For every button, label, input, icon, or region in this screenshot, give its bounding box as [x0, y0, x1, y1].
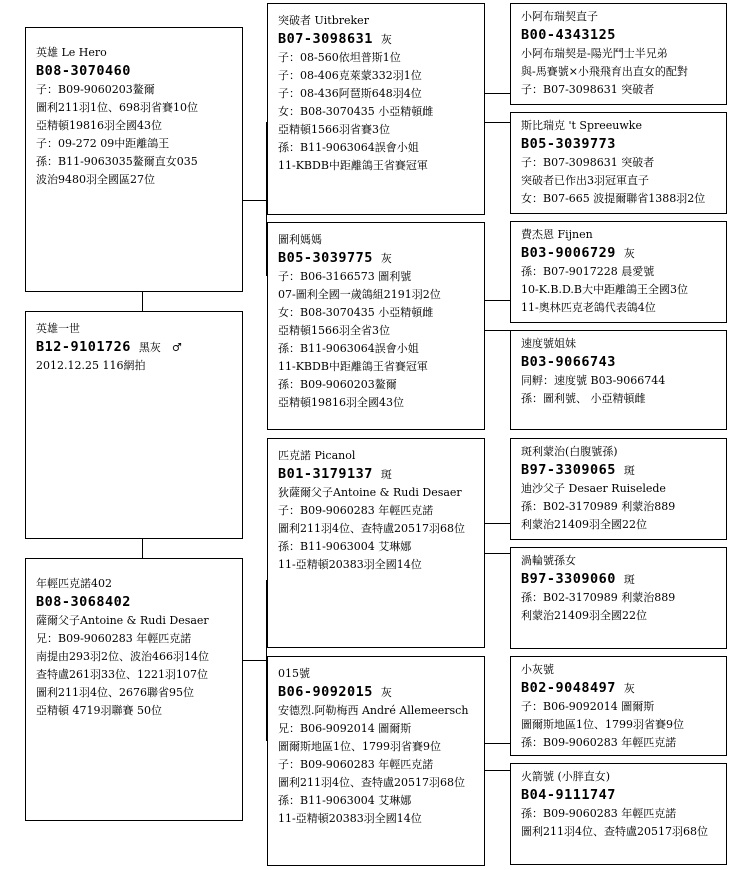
ring-number: B06-9092015 [278, 684, 373, 700]
ring-number-row [521, 461, 726, 480]
pigeon-name: 小阿布瑞契直子 [521, 10, 598, 23]
pedigree-info-line: 孫：B02-3170989 利蒙治889 [521, 591, 676, 604]
pigeon-color: 灰 [623, 247, 635, 260]
pedigree-info-line: 查特盧261羽33位、1221羽107位 [36, 668, 208, 681]
pedigree-box-sds [510, 221, 727, 323]
pedigree-box-sire [25, 27, 243, 292]
pedigree-info-line: 狄薩爾父子Antoine & Rudi Desaer [278, 486, 462, 499]
ring-number: B05-3039773 [521, 136, 616, 152]
pedigree-info-line: 女：B08-3070435 小亞精頓雌 [278, 306, 434, 319]
pedigree-info-line: 與-馬賽號×小飛飛育出直女的配對 [521, 65, 688, 78]
pedigree-info-line: 11-KBDB中距離鴿王省賽冠軍 [278, 360, 428, 373]
pigeon-name: 速度號姐妹 [521, 337, 576, 350]
ring-number-row [278, 30, 484, 49]
pigeon-name: 小灰號 [521, 663, 554, 676]
pedigree-info-line: 07-圖利全國一歲鴿組2191羽2位 [278, 288, 441, 301]
pedigree-info-line: 11-亞精頓20383羽全國14位 [278, 812, 422, 825]
pedigree-info-line: 孫：B11-9063004 艾琳娜 [278, 540, 412, 553]
ring-number-row [521, 244, 726, 263]
pedigree-info-line: 子：B06-3166573 圖利號 [278, 270, 412, 283]
pedigree-info-line: 11-KBDB中距離鴿王省賽冠軍 [278, 159, 428, 172]
pedigree-info-line: 亞精頓 4719羽聯賽 50位 [36, 704, 162, 717]
pedigree-box-dss [510, 438, 727, 540]
pedigree-info-line: 孫：B11-9063004 艾琳娜 [278, 794, 412, 807]
pigeon-color: 灰 [623, 682, 635, 695]
pedigree-box-dam-sire [267, 438, 485, 648]
pedigree-info-line: 子：B06-9092014 圖爾斯 [521, 700, 655, 713]
pedigree-info-line: 兄：B09-9060283 年輕匹克諾 [36, 632, 192, 645]
connector [242, 200, 267, 201]
connector [484, 300, 510, 301]
connector [484, 523, 510, 524]
pedigree-info-line: 南提由293羽2位、波治466羽14位 [36, 650, 209, 663]
pedigree-info-line: 圖爾斯地區1位、1799羽省賽9位 [521, 718, 684, 731]
connector [484, 553, 510, 554]
pedigree-info-line: 10-K.B.D.B大中距離鴿王全國3位 [521, 283, 689, 296]
pedigree-info-line: 孫：圖利號、 小亞精頓雌 [521, 392, 646, 405]
pedigree-info-line: 子：09-272 09中距離鴿王 [36, 137, 170, 150]
ring-number: B00-4343125 [521, 27, 616, 43]
pedigree-info-line: 利蒙治21409羽全國22位 [521, 609, 647, 622]
pedigree-info-line: 兄：B06-9092014 圖爾斯 [278, 722, 412, 735]
ring-number: B03-9006729 [521, 245, 616, 261]
ring-number: B07-3098631 [278, 31, 373, 47]
connector [242, 660, 267, 661]
pigeon-name: 圖利媽媽 [278, 233, 322, 246]
pedigree-info-line: 圖利211羽4位、查特盧20517羽68位 [278, 776, 465, 789]
ring-number-row [521, 786, 726, 805]
pigeon-name: 渦輪號孫女 [521, 554, 576, 567]
pedigree-box-dam-dam [267, 656, 485, 866]
pigeon-color: 斑 [623, 573, 635, 586]
pigeon-name: 突破者 Uitbreker [278, 14, 369, 27]
ring-number-row [278, 683, 484, 702]
pedigree-info-line: 圖利211羽4位、查特盧20517羽68位 [278, 522, 465, 535]
pedigree-info-line: 圖爾斯地區1位、1799羽省賽9位 [278, 740, 441, 753]
pedigree-info-line: 孫：B11-9063035鳌爾直女035 [36, 155, 198, 168]
pedigree-info-line: 圖利211羽4位、查特盧20517羽68位 [521, 825, 708, 838]
pedigree-info-line: 子：B07-3098631 突破者 [521, 156, 655, 169]
pedigree-info-line: 利蒙治21409羽全國22位 [521, 518, 647, 531]
pedigree-info-line: 小阿布瑞契是-陽光鬥士半兄弟 [521, 47, 668, 60]
ring-number-row [521, 679, 726, 698]
ring-number-row [521, 353, 726, 372]
pigeon-color: 斑 [623, 464, 635, 477]
pedigree-info-line: 圖利211羽1位、698羽省賽10位 [36, 101, 198, 114]
pedigree-info-line: 亞精頓1566羽全省3位 [278, 324, 390, 337]
connector [484, 770, 510, 771]
pigeon-color: 斑 [380, 468, 392, 481]
pedigree-info-line: 子：08-560依坦普斯1位 [278, 51, 401, 64]
pedigree-box-dsd [510, 547, 727, 649]
pedigree-info-line: 2012.12.25 116網拍 [36, 359, 146, 372]
pedigree-info-line: 亞精頓19816羽全國43位 [278, 396, 404, 409]
ring-number-row [36, 593, 242, 612]
pigeon-name: 斑利蒙治(白腹號孫) [521, 445, 618, 458]
pedigree-info-line: 孫：B07-9017228 晨愛號 [521, 265, 655, 278]
pedigree-box-ssd [510, 112, 727, 214]
connector [484, 93, 510, 94]
pigeon-name: 英雄一世 [36, 322, 80, 335]
pedigree-info-line: 圖利211羽4位、2676聯省95位 [36, 686, 194, 699]
pedigree-info-line: 11-亞精頓20383羽全國14位 [278, 558, 422, 571]
ring-number: B97-3309065 [521, 462, 616, 478]
pedigree-info-line: 孫：B02-3170989 利蒙治889 [521, 500, 676, 513]
pigeon-name: 英雄 Le Hero [36, 46, 107, 59]
pedigree-info-line: 同孵：速度號 B03-9066744 [521, 374, 666, 387]
pedigree-box-dam [25, 558, 243, 821]
ring-number: B04-9111747 [521, 787, 616, 803]
pigeon-color: 灰 [380, 252, 392, 265]
pedigree-info-line: 女：B08-3070435 小亞精頓雌 [278, 105, 434, 118]
ring-number-row [521, 570, 726, 589]
pedigree-box-sdd [510, 330, 727, 430]
pigeon-name: 015號 [278, 667, 310, 680]
ring-number: B08-3070460 [36, 63, 131, 79]
pedigree-box-dds [510, 656, 727, 756]
connector [142, 538, 143, 558]
ring-number: B97-3309060 [521, 571, 616, 587]
pedigree-box-sss [510, 3, 727, 105]
pedigree-info-line: 女：B07-665 波提爾聯省1388羽2位 [521, 192, 706, 205]
ring-number: B12-9101726 [36, 339, 131, 355]
pedigree-info-line: 11-奧林匹克老鴿代表鴿4位 [521, 301, 656, 314]
connector [484, 743, 510, 744]
pedigree-info-line: 子：B09-9060283 年輕匹克諾 [278, 758, 434, 771]
ring-number-row [278, 249, 484, 268]
pigeon-color: 灰 [380, 686, 392, 699]
pedigree-info-line: 孫：B11-9063064誤會小姐 [278, 342, 419, 355]
pigeon-name: 費杰恩 Fijnen [521, 228, 593, 241]
pedigree-info-line: 薩爾父子Antoine & Rudi Desaer [36, 614, 209, 627]
pedigree-info-line: 迪沙父子 Desaer Ruiselede [521, 482, 666, 495]
pedigree-info-line: 子：B09-9060283 年輕匹克諾 [278, 504, 434, 517]
pigeon-name: 斯比瑞克 't Spreeuwke [521, 119, 642, 132]
pedigree-info-line: 孫：B11-9063064誤會小姐 [278, 141, 419, 154]
ring-number-row [36, 338, 242, 357]
pedigree-box-sire-sire [267, 3, 485, 215]
ring-number: B02-9048497 [521, 680, 616, 696]
ring-number: B03-9066743 [521, 354, 616, 370]
pedigree-info-line: 波治9480羽全國區27位 [36, 173, 155, 186]
ring-number: B01-3179137 [278, 466, 373, 482]
ring-number: B05-3039775 [278, 250, 373, 266]
pigeon-name: 火箭號 (小胖直女) [521, 770, 611, 783]
pedigree-info-line: 孫：B09-9060283 年輕匹克諾 [521, 807, 677, 820]
ring-number-row [36, 62, 242, 81]
pedigree-info-line: 亞精頓19816羽全國43位 [36, 119, 162, 132]
pedigree-info-line: 子：08-406克萊蒙332羽1位 [278, 69, 422, 82]
ring-number: B08-3068402 [36, 594, 131, 610]
connector [142, 291, 143, 311]
pigeon-color: 灰 [380, 33, 392, 46]
pedigree-info-line: 孫：B09-9060203鳌爾 [278, 378, 397, 391]
connector [484, 330, 510, 331]
pedigree-info-line: 子：08-436阿琶斯648羽4位 [278, 87, 422, 100]
pedigree-box-subject [25, 311, 243, 539]
pedigree-info-line: 亞精頓1566羽省賽3位 [278, 123, 390, 136]
pedigree-info-line: 子：B09-9060203鳌爾 [36, 83, 155, 96]
pedigree-box-ddd [510, 763, 727, 865]
ring-number-row [278, 465, 484, 484]
pigeon-color: 黑灰 ♂ [138, 341, 182, 354]
pedigree-info-line: 突破者已作出3羽冠軍直子 [521, 174, 649, 187]
pedigree-info-line: 子：B07-3098631 突破者 [521, 83, 655, 96]
pedigree-box-sire-dam [267, 222, 485, 430]
pedigree-info-line: 孫：B09-9060283 年輕匹克諾 [521, 736, 677, 749]
ring-number-row [521, 26, 726, 45]
pigeon-name: 匹克諾 Picanol [278, 449, 356, 462]
ring-number-row [521, 135, 726, 154]
pedigree-info-line: 安德烈.阿勒梅西 André Allemeersch [278, 704, 469, 717]
connector [484, 122, 510, 123]
pigeon-name: 年輕匹克諾402 [36, 577, 112, 590]
